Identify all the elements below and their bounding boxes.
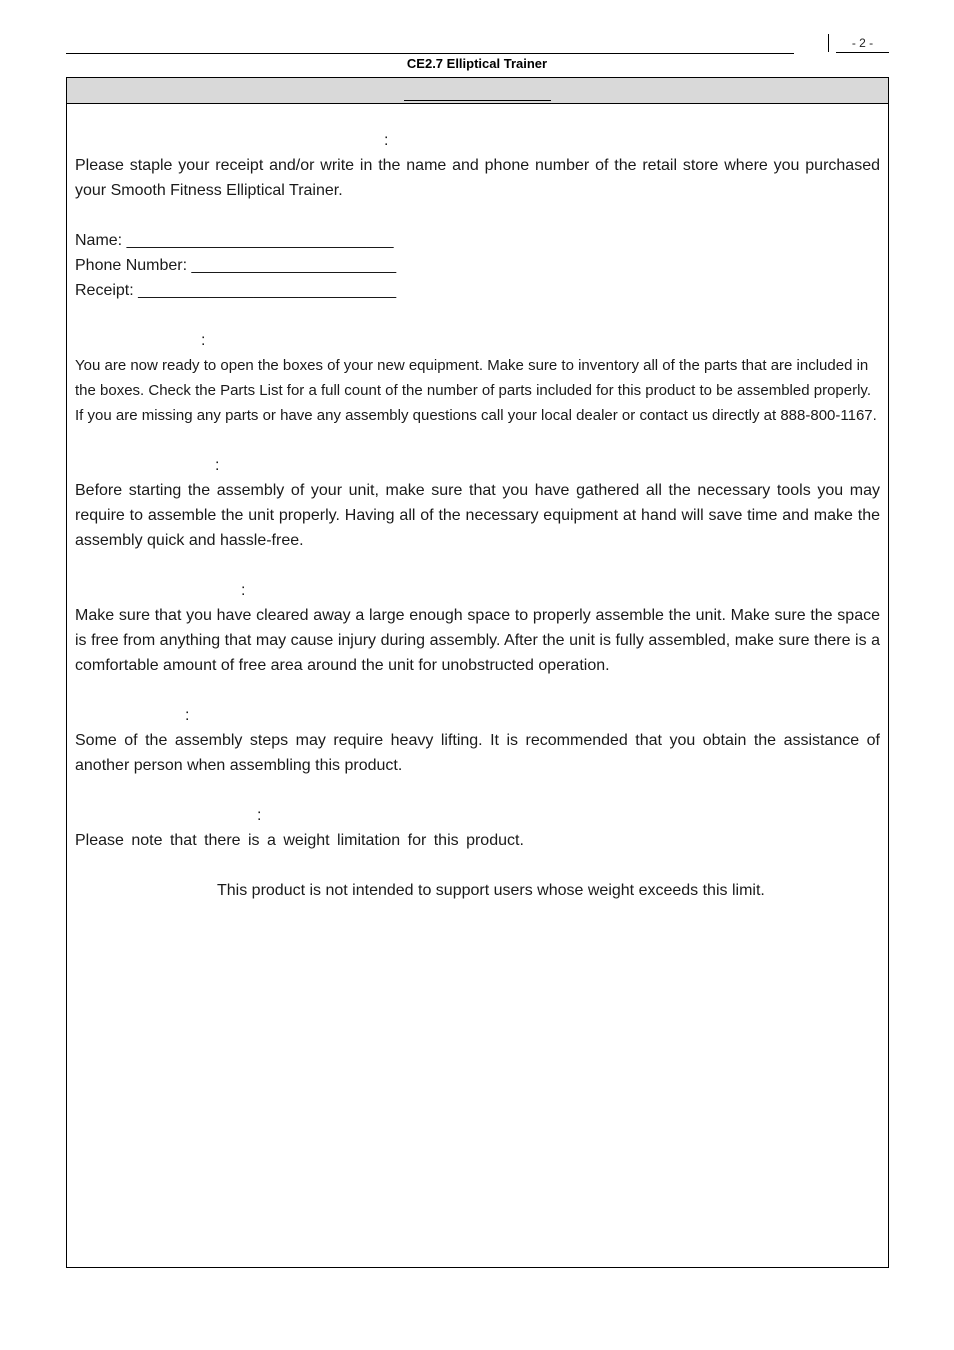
- section-header-underline: [404, 100, 551, 101]
- header-rule: [66, 53, 794, 54]
- tools-paragraph: Before starting the assembly of your unit, make sure that you have gathered all the necessary tools you may require to assemble the unit properly. Having all of the necessary equipment at hand will save time and make the assembly quick and hassle-free.: [75, 482, 880, 549]
- content-body: [75, 128, 880, 903]
- name-field-line: Name: ______________________________: [75, 232, 394, 249]
- unpacking-heading-colon: :: [201, 332, 206, 349]
- tools-section: [75, 453, 880, 553]
- retail-paragraph: Please staple your receipt and/or write in the name and phone number of the retail store where you purchased your Smooth Fitness Elliptical Trainer.: [75, 157, 880, 199]
- lifting-paragraph: Some of the assembly steps may require heavy lifting. It is recommended that you obtain the assistance of another person when assembling this product.: [75, 732, 880, 774]
- weight-paragraph: Please note that there is a weight limitation for this product.: [75, 832, 524, 849]
- content-frame: [66, 77, 889, 1268]
- document-title: CE2.7 Elliptical Trainer: [406, 56, 548, 71]
- space-paragraph: Make sure that you have cleared away a large enough space to properly assemble the unit. Make sure the space is free from anything that may cause injury during assembly. After the unit is fully assembled, make sure there is a comfortable amount of free area around the unit for unobstructed operation.: [75, 607, 880, 674]
- lifting-heading-colon: :: [185, 707, 190, 724]
- page-number-rule: [836, 52, 889, 53]
- space-heading-colon: :: [241, 582, 246, 599]
- tools-heading-colon: :: [215, 457, 220, 474]
- unpacking-section: [75, 328, 880, 428]
- retail-section: [75, 128, 880, 303]
- weight-note: This product is not intended to support users whose weight exceeds this limit.: [217, 882, 765, 899]
- retail-heading-colon: :: [384, 132, 389, 149]
- weight-heading-colon: :: [257, 807, 262, 824]
- phone-field-line: Phone Number: _______________________: [75, 257, 397, 274]
- weight-section: [75, 803, 880, 903]
- lifting-section: [75, 703, 880, 778]
- page-number-bar: [828, 34, 829, 52]
- space-section: [75, 578, 880, 678]
- section-header-band: [67, 78, 888, 104]
- page-number: - 2 -: [851, 36, 874, 50]
- unpacking-paragraph: You are now ready to open the boxes of your new equipment. Make sure to inventory all of the parts that are included in the boxes. Check the Parts List for a full count of the number of parts included for this product to be assembled properly. If you are missing any parts or have any assembly questions call your local dealer or contact us directly at 888-800-1167.: [75, 357, 877, 424]
- receipt-field-line: Receipt: _____________________________: [75, 282, 397, 299]
